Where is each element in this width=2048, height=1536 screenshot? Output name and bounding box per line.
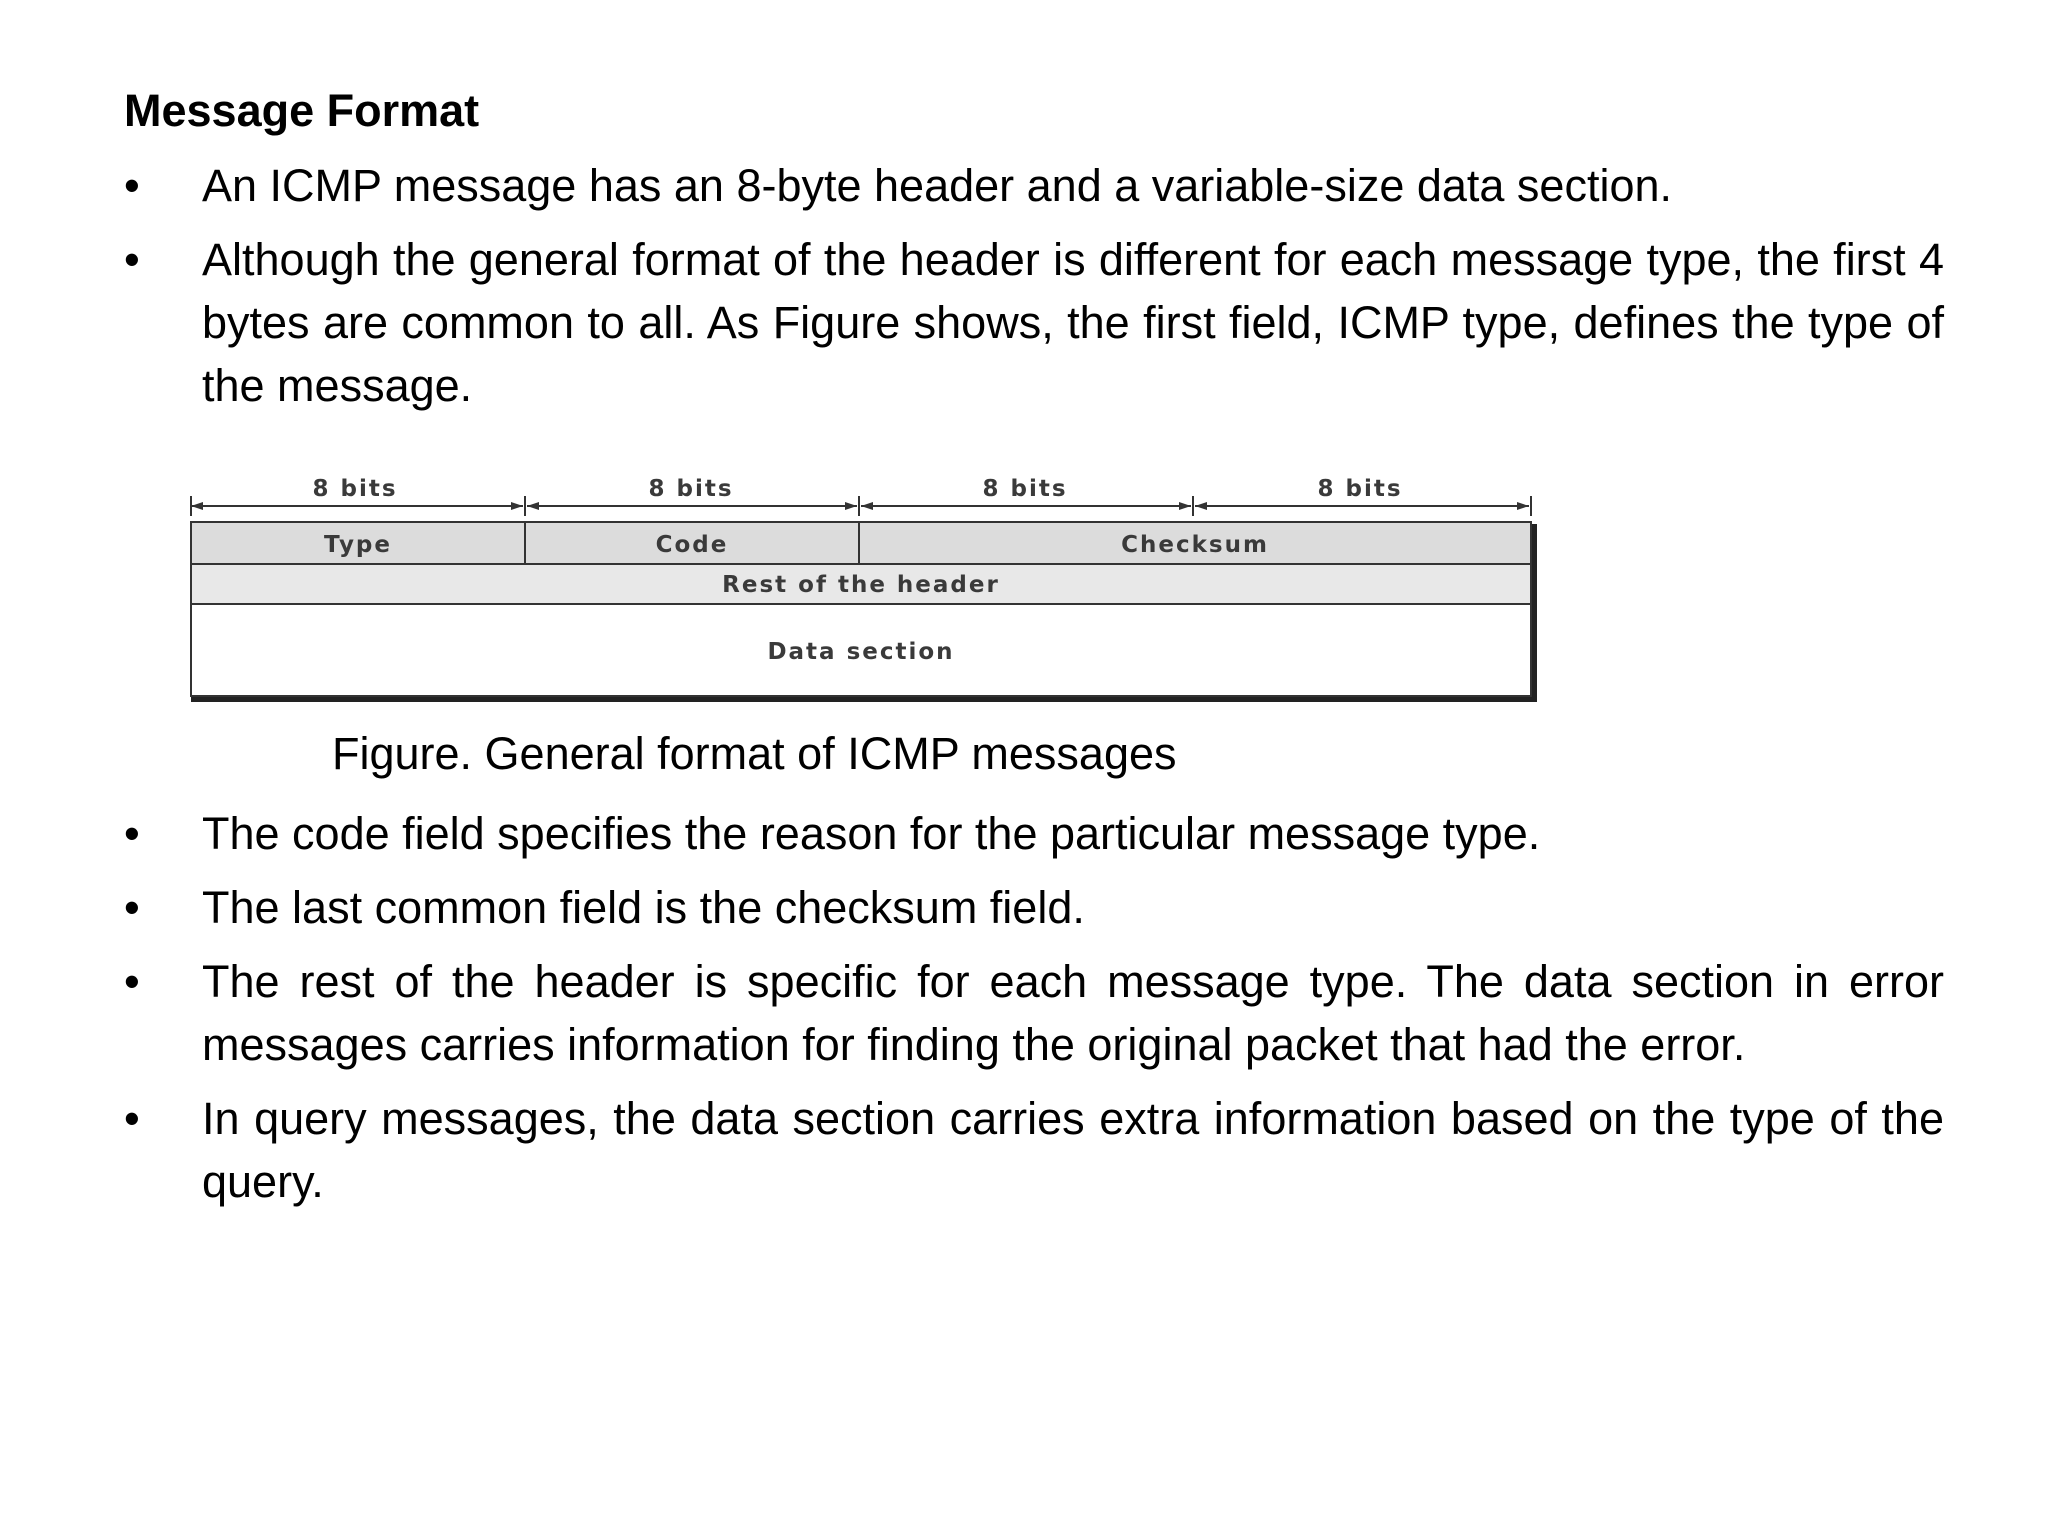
bullet-text: Although the general format of the header is different for each message type, the first 4 bytes are common to all. As Figure shows, the first field, ICMP type, defines the type of the message. (202, 234, 1944, 411)
bullet-dot: • (124, 234, 140, 285)
figure-caption: Figure. General format of ICMP messages (332, 728, 1177, 779)
bullet-dot: • (124, 160, 140, 211)
bullet-dot: • (124, 956, 140, 1007)
bullet-item (124, 950, 1944, 1076)
bullet-item (124, 154, 1944, 217)
field-checksum-label: Checksum (1121, 532, 1269, 558)
bit-label: 8 bits (1317, 476, 1403, 502)
bit-label: 8 bits (312, 476, 398, 502)
icmp-format-diagram (185, 474, 1542, 706)
bullet-item (124, 1087, 1944, 1213)
bullet-dot: • (124, 882, 140, 933)
field-code-label: Code (655, 532, 729, 558)
bullet-dot: • (124, 808, 140, 859)
bullet-dot: • (124, 1093, 140, 1144)
bullet-text: The last common field is the checksum field. (202, 882, 1085, 933)
bit-label: 8 bits (648, 476, 734, 502)
icmp-format-figure (185, 474, 1542, 706)
bullet-item (124, 228, 1944, 417)
bullet-text: An ICMP message has an 8-byte header and a variable-size data section. (202, 160, 1673, 211)
field-rest-of-header-label: Rest of the header (722, 572, 1000, 598)
bullet-item (124, 802, 1944, 865)
bit-label: 8 bits (982, 476, 1068, 502)
bullet-text: The code field specifies the reason for the particular message type. (202, 808, 1541, 859)
bullet-text: In query messages, the data section carries extra information based on the type of the query. (202, 1093, 1944, 1207)
field-data-section-label: Data section (767, 639, 955, 665)
field-type-label: Type (323, 532, 393, 558)
slide-heading: Message Format (124, 85, 480, 136)
bullet-item (124, 876, 1944, 939)
bullet-text: The rest of the header is specific for each message type. The data section in error messages carries information for finding the original packet that had the error. (202, 956, 1944, 1070)
